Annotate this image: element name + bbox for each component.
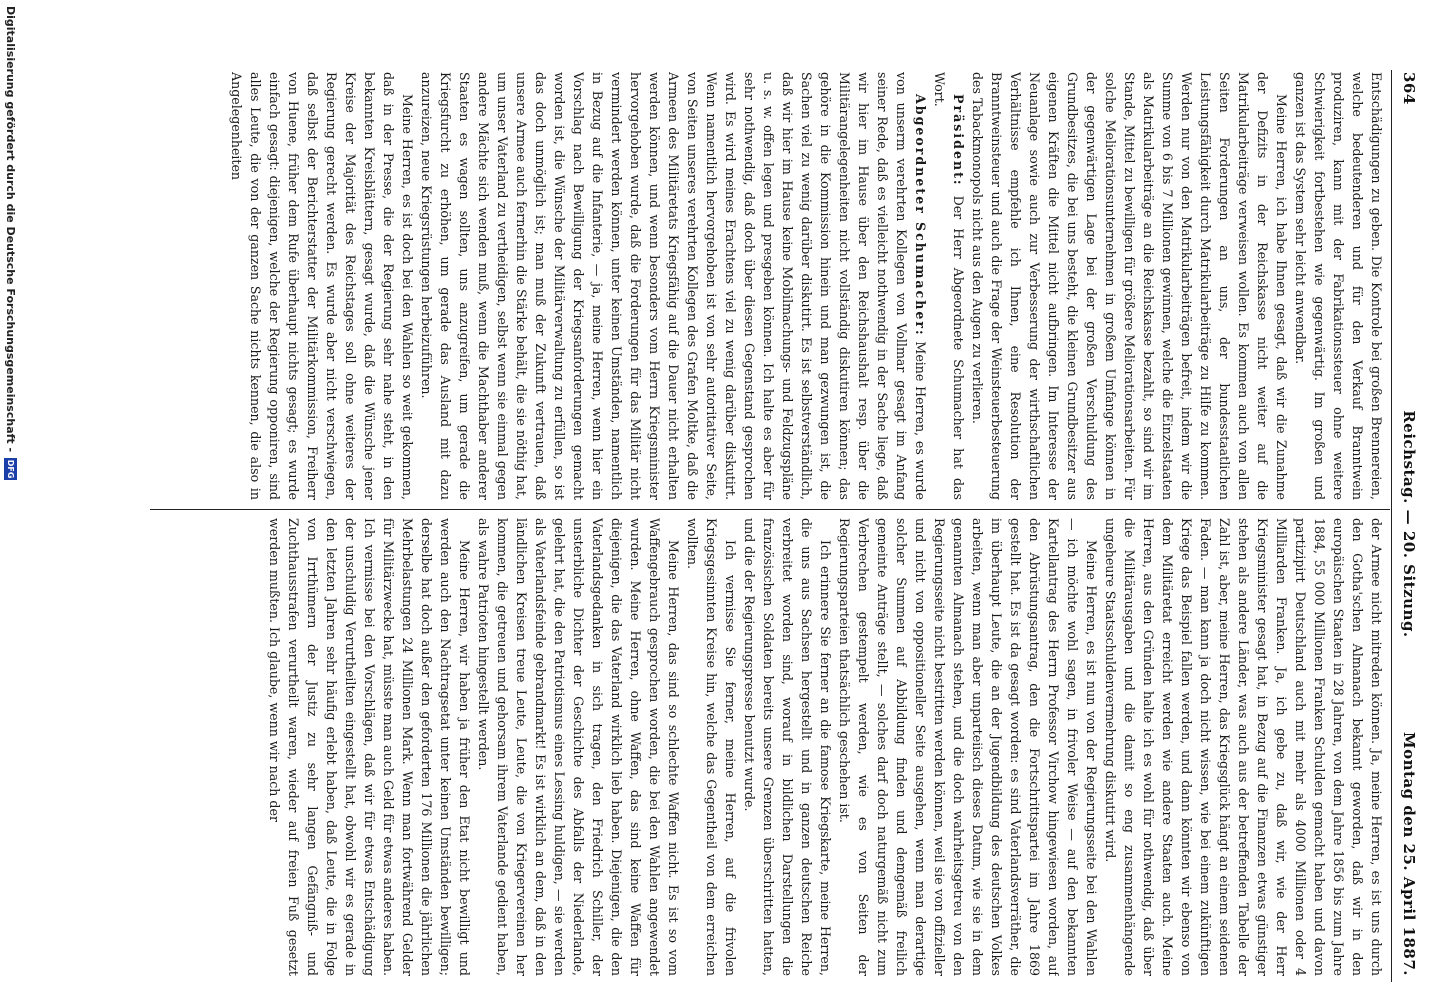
- page-header: [1384, 72, 1418, 976]
- digitization-credit: [4, 6, 17, 480]
- dfg-logo: DFG: [6, 459, 15, 479]
- paragraph: Meine Herren, das sind so schlechte Waffen nicht. Es ist so vom Waffengebrauch gesprochen worden, die bei den Wahlen angewendet wurden. Meine Herren, ohne Waffen, das sind keine Waffen für diejenigen, die das Vaterland wirklich lieb haben. Diejenigen, die den Vaterlandsgedanken in sich tragen, den Friedrich Schiller, der unsterbliche Dichter der Geschichte des Abfalls der Niederlande, gelehrt hat, die den Patriotismus eines Lessing huldigen, — sie werden als Vaterlandsfeinde gebrandmarkt! Es ist wirklich an dem, daß in den ländlichen Kreisen treue Leute, Leute, die von Kriegervereinen her kommen, die getreuen und gehorsam ihrem Vaterlande gedient haben, als wahre Patrioten hingestellt werden.: [476, 518, 681, 976]
- paragraph: Abgeordneter Schumacher: Meine Herren, es wurde von unserm verehrten Kollegen von Vollmar gesagt im Anfang seiner Rede, daß es vielleicht nothwendig in der Sache liege, daß wir hier im Hause über den Reichshaushalt resp. über die Militärangelegenheiten nicht vollständig diskutiren können; das gehöre in die Kommission hinein und man gezwungen ist, die Sachen viel zu wenig darüber diskutirt. Es ist selbstverständlich, daß wir hier im Hause keine Mobilmachungs- und Feldzugspläne u. s. w. offen legen und presgeben können. Ich halte es aber für sehr nothwendig, daß doch über diesen Gegenstand gesprochen wird. Es wird meines Erachtens viel zu wenig darüber diskutirt. Wenn namentlich hervorgehoben ist von sehr autoritativer Seite, von Seiten unseres verehrten Kollegen des Grafen Moltke, daß die Armeen des Militäretats Kriegsfähig auf die Dauer nicht erhalten werden können, und wenn besonders vom Herrn Kriegsminister hervorgehoben wurde, daß die Forderungen für das Militär nicht vermindert werden können, unter keinen Umständen, namentlich in Bezug auf die Infanterie, — ja, meine Herren, wenn hier ein Vorschlag nach Bewilligung der Kriegsanforderungen gemacht worden ist, die Wünsche der Militärverwaltung zu erfüllen, so ist das doch unmöglich ist; man muß der Zukunft vertrauen, daß unsere Armee auch fernerhin die Stärke behält, die sie nöthig hat, um unser Vaterland zu vertheidigen, selbst wenn sie einmal gegen andere Mächte sich wenden muß, wenn die Machthaber anderer Staaten es wagen sollten, uns anzugreifen, um gerade die Kriegsfurcht zu erhöhen, um gerade das Ausland mit dazu anzureizen, neue Kriegsrüstungen herbeizuführen.: [419, 72, 928, 500]
- paragraph: Meine Herren, ich habe Ihnen gesagt, daß wir die Zunahme der Defizits in der Reichskasse nicht weiter auf die Matrikularbeiträge verweisen wollen. Es kommen auch von allen Seiten Forderungen an uns, der bundesstaatlichen Leistungsfähigkeit durch Matrikularbeiträge zu Hilfe zu kommen. Werden nur von den Matrikularbeiträgen befreit, indem wir die Summe von 6 bis 7 Millionen gewinnen, welche die Einzelstaaten als Matrikularbeiträge an die Reichskasse bezahlt, so sind wir im Stande, Mittel zu bewilligen für größere Meliorationsarbeiten. Für solche Meliorationsunternehmen in großem Umfange können in der gegenwärtigen Lage bei der großen Verschuldung des Grundbesitzes, die bei uns besteht, die kleinen Grundbesitzer aus eigenen Kräften die Mittel nicht aufbringen. Im Interesse der Neuanlage sowie auch zur Verbesserung der wirthschaftlichen Verhältnisse empfehle ich Ihnen, eine Resolution der Branntweinsteuer und auch die Frage der Weinsteuerbesteuerung des Tabackmonopols nicht aus den Augen zu verlieren.: [970, 72, 1289, 500]
- paragraph: der Armee nicht mitreden können. Ja, meine Herren, es ist uns durch den Gotha'schen Almanach bekannt geworden, daß wir in den europäischen Staaten in 28 Jahren, von dem Jahre 1856 bis zum Jahre 1884, 55 000 Millionen Franken Schulden gemacht haben und davon partizipirt Deutschland auch mit mehr als 4000 Millionen oder 4 Milliarden Franken. Ja, ich gebe zu, daß wir, wie der Herr Kriegsminister gesagt hat, in Bezug auf die Finanzen etwas günstiger stehen als andere Länder, was auch aus der betreffenden Tabelle der Zahl ist, aber, meine Herren, das Kriegsglück hängt an einem seidenen Faden. — man kann ja doch nicht wissen, wie bei einem zukünftigen Kriege das Beispiel fallen werden, und dann könnten wir ebenso von dem Militäretat erreicht werden wie andere Staaten auch. Meine Herren, aus den Gründen halte ich es wohl für nothwendig, daß über die Militärausgaben und die damit so eng zusammenhängende ungeheure Staatsschuldenvermehrung diskutirt wird.: [1103, 518, 1384, 976]
- paragraph: Ich vermisse Sie ferner, meine Herren, auf die frivolen Kriegsgesinnten Kreise hin, welche das Gegentheil von dem erreichen wollten.: [685, 518, 738, 976]
- header-title: Reichstag. — 20. Sitzung.: [1400, 410, 1418, 638]
- page-number: 364: [1400, 72, 1418, 105]
- speaker-label: Präsident:: [951, 94, 966, 187]
- paragraph: Präsident: Der Herr Abgeordnete Schumacher hat das Wort.: [932, 72, 966, 500]
- speaker-label: Abgeordneter Schumacher:: [913, 94, 928, 337]
- paragraph: Meine Herren, es ist nun von der Regierungsseite bei den Wahlen — ich möchte wohl sagen, in frivoler Weise — auf den bekannten Kartellantrag des Herrn Professor Virchow hingewiesen worden, auf den Abrüstungsantrag, den die Fortschrittspartei im Jahre 1869 gestellt hat. Es ist da gesagt worden: es sind Vaterlandsverräther, die im überhaupt Leute, die an der Jugendbildung des deutschen Volkes arbeiten, wenn man aber unparteiisch dieses Datum, wie sie in dem genannten Almanach stehen, und die doch wahrheitsgetreu von den Regierungsseite nicht bestritten werden können, weil sie von offizieller und nicht von oppositioneller Seite ausgehen, wenn man derartige solcher Summen auf Abbildung finden und demgemäß freilich gemeinte Anträge stellt, — solches darf doch naturgemäß nicht zum Verbrechen gestempelt werden, wie es von Seiten der Regierungsparteien thatsächlich geschehen ist.: [837, 518, 1099, 976]
- column-divider: [150, 509, 1390, 510]
- header-rule: [1391, 70, 1392, 982]
- paragraph: Meine Herren, es ist doch bei den Wahlen so weit gekommen, daß in der Presse, die der Regierung sehr nahe steht, in den bekannten Kreisblättern, gesagt wurde, daß die Wünsche jener Kreise der Majorität des Reichstages soll ohne weiteres der Regierung gerecht werden. Es wurde aber nicht verschwiegen, daß selbst der Berichterstatter der Militärkommission, Freiherr von Huene, früher dem Rufe überhaupt nichts gesagt; es wurde einfach gesagt: diejenigen, welche der Regierung opponiren, sind alles Leute, die von der ganzen Sache nichts kennen, die also in Angelegenheiten: [229, 72, 415, 500]
- left-column: [150, 72, 1386, 500]
- paragraph: Entschädigungen zu geben. Die Kontrole bei großen Brennereien, welche bedeutenderen und für den Verkauf Branntwein produziren, kann mit der Fabrikationssteuer ohne weitere Schwierigkeit fortbestehen wie gegenwärtig. Im großen und ganzen ist das System sehr leicht anwendbar.: [1293, 72, 1384, 500]
- paragraph: Ich erinnere Sie ferner an die famose Kriegskarte, meine Herren, die uns aus Sachsen hergestellt und in ganzen deutschen Reiche verbreitet worden sind, worauf in bildlichen Darstellungen die französischen Soldaten bereits unsere Grenzen überschritten hatten, und die der Regierungspresse benutzt wurde.: [742, 518, 833, 976]
- paragraph: Meine Herren, wir haben ja früher den Etat nicht bewilligt und werden auch den Nachtragsetat unter keinen Umständen bewilligen; derselbe hat doch außer den geforderten 176 Millionen die jährlichen Mehrbelastungen 24 Millionen Mark. Wenn man fortwährend Gelder für Militärzwecke hat, müsste man auch Geld für etwas anderes haben. Ich vermisse bei den Vorschlägen, daß wir für etwas Entschädigung der unschuldig Verurtheilten eingestellt hat, obwohl wir es gerade in den letzten Jahren sehr häufig erlebt haben, daß Leute, die in Folge von Irrthümern der Justiz zu sehr langen Gefängniß- und Zuchthausstrafen verurtheilt waren, wieder auf freien Fuß gesetzt werden mußten. Ich glaube, wenn wir nach der: [267, 518, 472, 976]
- credit-text: Digitalisierung gefördert durch die Deutsche Forschungsgemeinschaft -: [4, 6, 17, 453]
- header-date: Montag den 25. April 1887.: [1400, 732, 1418, 976]
- right-column: [150, 518, 1386, 976]
